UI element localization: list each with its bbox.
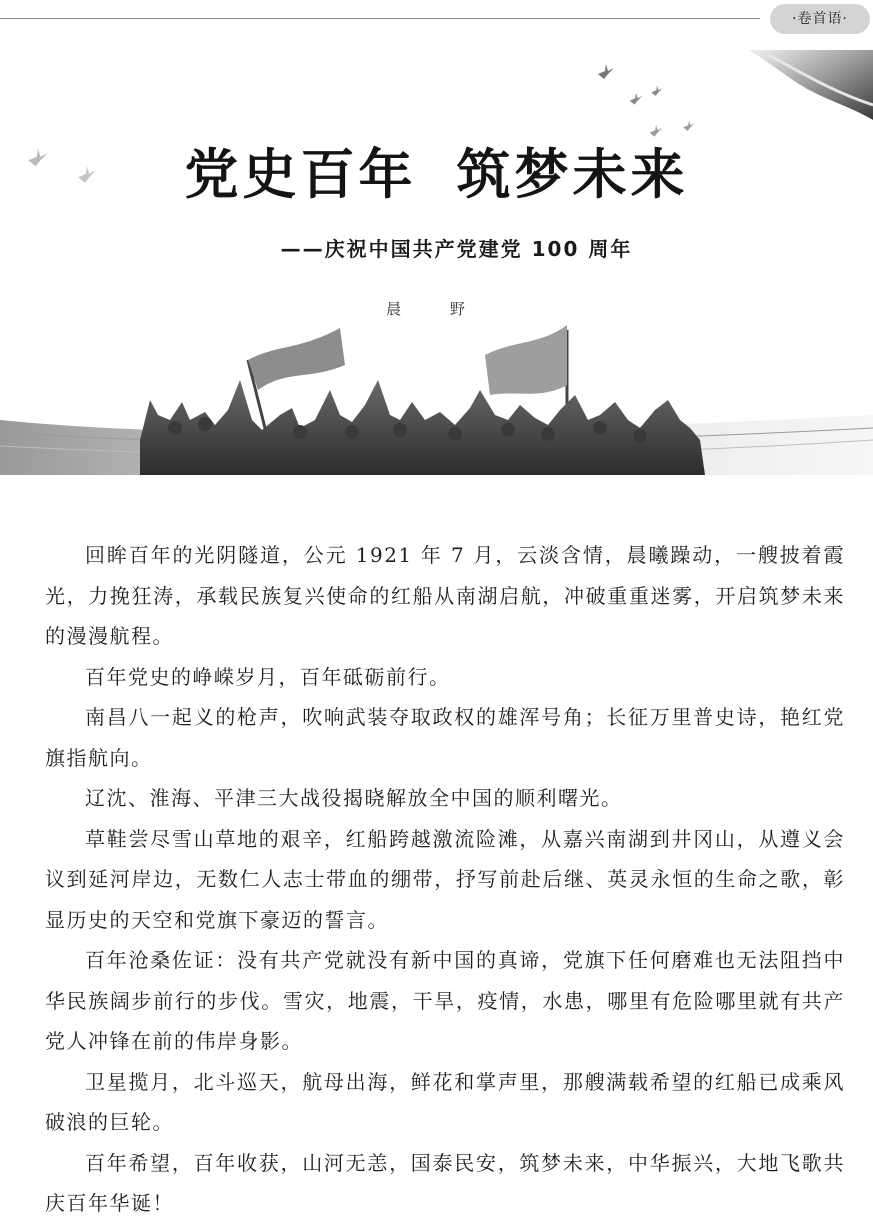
crowd-with-flags-silhouette xyxy=(0,320,873,480)
flying-dove-icon xyxy=(596,62,616,82)
flying-dove-icon xyxy=(650,84,664,98)
article-subtitle: ——庆祝中国共产党建党 100 周年 xyxy=(280,237,633,261)
body-paragraph: 辽沈、淮海、平津三大战役揭晓解放全中国的顺利曙光。 xyxy=(85,786,623,810)
flying-dove-icon xyxy=(628,90,644,108)
ribbon-swoosh-icon xyxy=(748,50,873,120)
article-body xyxy=(45,535,845,1224)
body-paragraph: 百年党史的峥嵘岁月，百年砥砺前行。 xyxy=(85,664,451,689)
author-name: 晨 野 xyxy=(386,300,487,318)
body-paragraph: 百年希望，百年收获，山河无恙，国泰民安，筑梦未来，中华振兴，大地飞歌共庆百年华诞！ xyxy=(45,1150,845,1215)
body-paragraph: 回眸百年的光阴隧道，公元 1921 年 7 月，云淡含情，晨曦躁动，一艘披着霞光，力挽狂涛，承载民族复兴使命的红船从南湖启航，冲破重重迷雾，开启筑梦未来的漫漫航程。 xyxy=(45,543,845,648)
body-paragraph: 草鞋尝尽雪山草地的艰辛，红船跨越激流险滩，从嘉兴南湖到井冈山，从遵义会议到延河岸边，无数仁人志士带血的绷带，抒写前赴后继、英灵永恒的生命之歌，彰显历史的天空和党旗下豪迈的誓言。 xyxy=(45,826,845,932)
title-part-2: 筑梦未来 xyxy=(456,143,689,206)
section-tag: ·卷首语· xyxy=(770,4,870,34)
header-rule xyxy=(0,18,760,19)
body-paragraph: 卫星揽月，北斗巡天，航母出海，鲜花和掌声里，那艘满载希望的红船已成乘风破浪的巨轮。 xyxy=(45,1069,845,1134)
title-part-1: 党史百年 xyxy=(184,143,417,206)
article-title xyxy=(0,132,873,209)
body-paragraph: 南昌八一起义的枪声，吹响武装夺取政权的雄浑号角；长征万里普史诗，艳红党旗指航向。 xyxy=(45,705,845,770)
body-paragraph: 百年沧桑佐证：没有共产党就没有新中国的真谛，党旗下任何磨难也无法阻挡中华民族阔步前行的步伐。雪灾，地震，干旱，疫情，水患，哪里有危险哪里就有共产党人冲锋在前的伟岸身影。 xyxy=(45,948,845,1053)
